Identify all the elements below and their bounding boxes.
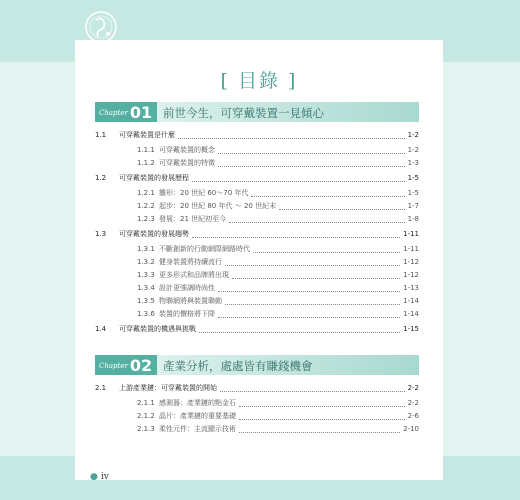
page-number: 1-5: [407, 174, 419, 182]
subsection-number: 1.3.2: [137, 258, 155, 266]
leader-dots: [253, 246, 400, 253]
page-number: 1-13: [403, 284, 419, 292]
toc-section-row[interactable]: [95, 323, 419, 335]
toc-subsection-row[interactable]: [137, 423, 419, 435]
toc-subsection-row[interactable]: [137, 269, 419, 281]
toc-section-row[interactable]: [95, 172, 419, 184]
toc-section-row[interactable]: [95, 228, 419, 240]
toc-title: [ 目錄 ]: [220, 70, 298, 92]
page-number: 1-2: [407, 146, 419, 154]
leader-dots: [178, 132, 405, 139]
subsection-title: 可穿戴裝置的特徵: [159, 159, 215, 167]
subsection-title: 物聯網將與裝置聯動: [159, 297, 222, 305]
subsection-title: 雛形：20 世紀 60～70 年代: [159, 189, 249, 197]
page-number: 1-7: [407, 202, 419, 210]
section-title: 上游產業鏈：可穿戴裝置的開始: [119, 384, 217, 392]
chapter-word: Chapter: [99, 109, 128, 117]
section-title: 可穿戴裝置的機遇與挑戰: [119, 325, 196, 333]
leader-dots: [225, 298, 400, 305]
page-number: 1-12: [403, 258, 419, 266]
chapter-tab: [95, 102, 157, 122]
toc-subsection-row[interactable]: [137, 308, 419, 320]
leader-dots: [251, 190, 404, 197]
subsection-title: 更多形式和品牌將出現: [159, 271, 229, 279]
leader-dots: [225, 259, 400, 266]
toc-subsection-row[interactable]: [137, 410, 419, 422]
subsection-title: 設計更強調時尚性: [159, 284, 215, 292]
page-number: 2-10: [403, 425, 419, 433]
footer-page-number: [90, 472, 109, 482]
toc-subsection-row[interactable]: [137, 256, 419, 268]
subsection-number: 1.3.3: [137, 271, 155, 279]
page-number: 1-2: [407, 131, 419, 139]
subsection-title: 可穿戴裝置的概念: [159, 146, 215, 154]
chapter-header-02: [95, 355, 419, 375]
chapter-title: 產業分析，處處皆有賺錢機會: [163, 359, 313, 373]
subsection-title: 發展：21 世紀初至今: [159, 215, 227, 223]
page-number: 2-2: [407, 384, 419, 392]
section-number: 1.1: [95, 131, 107, 139]
toc-subsection-row[interactable]: [137, 187, 419, 199]
page-number: 1-12: [403, 271, 419, 279]
page-number: 1-3: [407, 159, 419, 167]
subsection-number: 2.1.3: [137, 425, 155, 433]
subsection-title: 感測器：產業鏈的點金石: [159, 399, 236, 407]
subsection-number: 2.1.2: [137, 412, 155, 420]
toc-subsection-row[interactable]: [137, 157, 419, 169]
section-title: 可穿戴裝置的發展歷程: [119, 174, 189, 182]
page-number: 2-6: [407, 412, 419, 420]
toc-page: [75, 40, 443, 480]
subsection-title: 健身裝置將持續流行: [159, 258, 222, 266]
leader-dots: [199, 326, 400, 333]
section-number: 1.3: [95, 230, 107, 238]
subsection-title: 晶片：產業鏈的重要基礎: [159, 412, 236, 420]
page-number: 1-14: [403, 297, 419, 305]
toc-section-row[interactable]: [95, 382, 419, 394]
subsection-number: 1.2.2: [137, 202, 155, 210]
page-number: 1-11: [403, 245, 419, 253]
subsection-number: 1.1.2: [137, 159, 155, 167]
toc-subsection-row[interactable]: [137, 282, 419, 294]
subsection-number: 1.3.5: [137, 297, 155, 305]
page-number: 2-2: [407, 399, 419, 407]
leader-dots: [218, 285, 400, 292]
subsection-number: 2.1.1: [137, 399, 155, 407]
section-number: 1.2: [95, 174, 107, 182]
subsection-title: 柔性元件：主流顯示技術: [159, 425, 236, 433]
toc-subsection-row[interactable]: [137, 397, 419, 409]
section-title: 可穿戴裝置是什麼: [119, 131, 175, 139]
leader-dots: [218, 147, 405, 154]
section-number: 2.1: [95, 384, 107, 392]
chapter-header-01: [95, 102, 419, 122]
bullet-icon: ●: [90, 472, 98, 482]
leader-dots: [239, 426, 400, 433]
subsection-title: 起步：20 世紀 80 年代 ～ 20 世紀末: [159, 202, 277, 210]
page-label: iv: [100, 472, 109, 482]
chapter-word: Chapter: [99, 362, 128, 370]
subsection-number: 1.3.1: [137, 245, 155, 253]
page-number: 1-14: [403, 310, 419, 318]
leader-dots: [239, 413, 405, 420]
subsection-number: 1.2.1: [137, 189, 155, 197]
leader-dots: [220, 385, 405, 392]
chapter-tab: [95, 355, 157, 375]
section-title: 可穿戴裝置的發展趨勢: [119, 230, 189, 238]
leader-dots: [192, 231, 400, 238]
page-number: 1-5: [407, 189, 419, 197]
toc-subsection-row[interactable]: [137, 295, 419, 307]
toc-subsection-row[interactable]: [137, 144, 419, 156]
subsection-title: 不斷創新的行動網際網路時代: [159, 245, 250, 253]
leader-dots: [229, 216, 404, 223]
subsection-number: 1.2.3: [137, 215, 155, 223]
leader-dots: [239, 400, 405, 407]
toc-subsection-row[interactable]: [137, 200, 419, 212]
toc-subsection-row[interactable]: [137, 243, 419, 255]
subsection-number: 1.3.6: [137, 310, 155, 318]
chapter-number: 02: [129, 356, 153, 375]
leader-dots: [232, 272, 400, 279]
subsection-title: 裝置的價格將下降: [159, 310, 215, 318]
page-number: 1-8: [407, 215, 419, 223]
book-logo-icon: [84, 10, 118, 44]
chapter-title: 前世今生，可穿戴裝置一見傾心: [163, 106, 324, 120]
chapter-number: 01: [129, 103, 153, 122]
subsection-number: 1.1.1: [137, 146, 155, 154]
page-number: 1-15: [403, 325, 419, 333]
leader-dots: [218, 311, 400, 318]
toc-subsection-row[interactable]: [137, 213, 419, 225]
page-number: 1-11: [403, 230, 419, 238]
toc-section-row[interactable]: [95, 129, 419, 141]
leader-dots: [218, 160, 405, 167]
leader-dots: [192, 175, 405, 182]
section-number: 1.4: [95, 325, 107, 333]
subsection-number: 1.3.4: [137, 284, 155, 292]
leader-dots: [279, 203, 404, 210]
